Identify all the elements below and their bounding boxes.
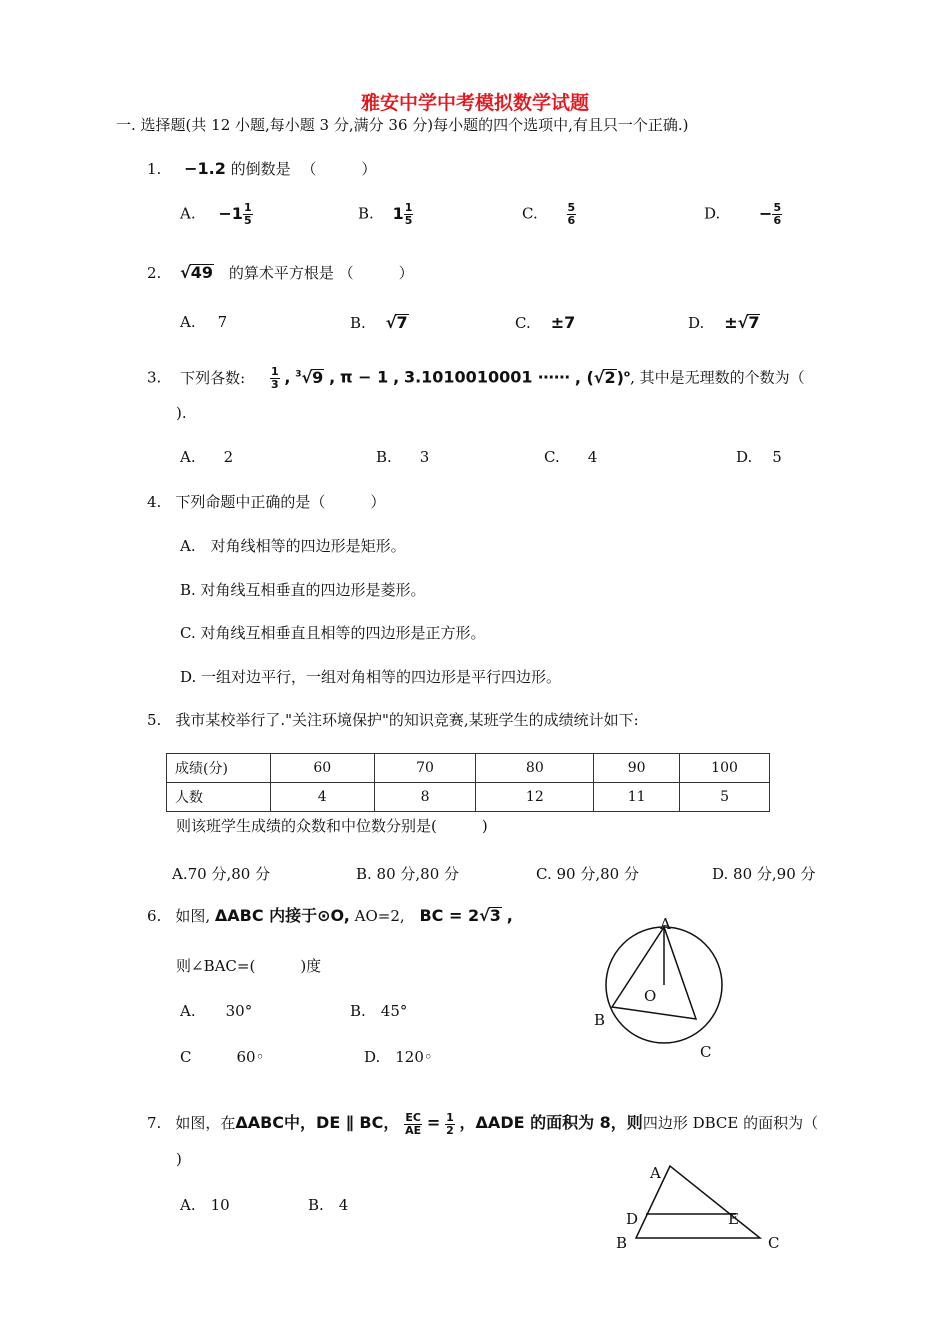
q7-fraction-ec-ae: $\frac{EC}{AE}$ bbox=[405, 1110, 422, 1137]
table-row bbox=[167, 783, 770, 812]
question-4: 4. 下列命题中正确的是（ ） bbox=[147, 493, 386, 511]
table-cell: 12 bbox=[476, 783, 594, 812]
q4-option-c: C. 对角线互相垂直且相等的四边形是正方形。 bbox=[180, 624, 486, 642]
q1-option-d bbox=[704, 202, 782, 227]
q2-blank: （ ） bbox=[338, 264, 414, 282]
q5-option-a: A.70 分,80 分 bbox=[172, 865, 271, 883]
q3-fraction: $\frac{1}{3}$ bbox=[270, 365, 279, 391]
q1-text: 的倒数是 bbox=[230, 160, 291, 178]
table-cell: 4 bbox=[270, 783, 374, 812]
triangle-abc bbox=[612, 927, 696, 1019]
label-o: O bbox=[644, 987, 657, 1005]
q5-followup: 则该班学生成绩的众数和中位数分别是( ) bbox=[176, 817, 488, 835]
q4-option-d: D. 一组对边平行，一组对角相等的四边形是平行四边形。 bbox=[180, 668, 562, 686]
q5-option-d: D. 80 分,90 分 bbox=[712, 865, 816, 883]
q6-option-d: D. 120◦ bbox=[364, 1048, 433, 1066]
q3-option-a: A. 2 bbox=[180, 448, 234, 466]
q3-pi: π − 1 bbox=[339, 367, 389, 387]
table-cell: 人数 bbox=[167, 783, 271, 812]
q6-line2: 则∠BAC=( )度 bbox=[176, 957, 322, 975]
label-c: C bbox=[700, 1043, 712, 1061]
q1-b-int: 1 bbox=[392, 203, 404, 223]
q1-d-fraction: $\frac{5}{6}$ bbox=[773, 201, 782, 227]
q3-number: 3. bbox=[147, 368, 162, 387]
q3-close: ). bbox=[176, 404, 187, 422]
label-b: B bbox=[594, 1011, 606, 1029]
q1-c-label: C. bbox=[522, 204, 538, 223]
q2-option-a: A. 7 bbox=[180, 313, 228, 331]
q6-option-a: A. 30° bbox=[180, 1002, 253, 1020]
question-7: 7. 如图，在ΔABC中，DE ∥ BC， $\frac{EC}{AE}$ = $\frac{1}{2}$ ，ΔADE 的面积为 8，则四边形 DBCE 的面积为（ bbox=[147, 1110, 819, 1137]
q3-tail: , 其中是无理数的个数为（ bbox=[630, 368, 805, 387]
q1-option-c bbox=[522, 202, 576, 227]
q1-a-int: −1 bbox=[218, 203, 243, 223]
q3-decimal: 3.1010010001 ⋯⋯ bbox=[403, 367, 571, 387]
score-table bbox=[166, 753, 770, 812]
q2-sqrt: √49 bbox=[180, 263, 214, 282]
q3-option-b: B. 3 bbox=[376, 448, 430, 466]
question-2 bbox=[147, 262, 414, 283]
q7-option-a: A. 10 bbox=[180, 1196, 230, 1214]
q1-a-label: A. bbox=[180, 204, 196, 223]
q1-b-label: B. bbox=[358, 204, 374, 223]
q3-option-c: C. 4 bbox=[544, 448, 598, 466]
q5-option-c: C. 90 分,80 分 bbox=[536, 865, 639, 883]
q7-close: ) bbox=[176, 1150, 182, 1168]
table-cell: 100 bbox=[680, 754, 770, 783]
table-cell: 80 bbox=[476, 754, 594, 783]
question-5: 5. 我市某校举行了."关注环境保护"的知识竞赛,某班学生的成绩统计如下: bbox=[147, 711, 639, 729]
table-cell: 5 bbox=[680, 783, 770, 812]
question-3: 3. 下列各数: $\frac{1}{3}$ , $^3$√9 , π − 1 , 3.1010010001 ⋯⋯ , $(√2)^o$, 其中是无理数的个数为（ bbox=[147, 365, 805, 391]
triangle-de-parallel-figure bbox=[610, 1158, 790, 1256]
q1-d-sign: − bbox=[759, 203, 773, 223]
q2-text: 的算术平方根是 bbox=[228, 264, 334, 282]
q4-option-b: B. 对角线互相垂直的四边形是菱形。 bbox=[180, 581, 426, 599]
label-a: A bbox=[650, 1164, 661, 1182]
q1-c-fraction: $\frac{5}{6}$ bbox=[567, 201, 576, 227]
q4-option-a: A. 对角线相等的四边形是矩形。 bbox=[180, 537, 406, 555]
q5-option-b: B. 80 分,80 分 bbox=[356, 865, 460, 883]
table-row bbox=[167, 754, 770, 783]
table-cell: 成绩(分) bbox=[167, 754, 271, 783]
section-heading: 一. 选择题(共 12 小题,每小题 3 分,满分 36 分)每小题的四个选项中,有且只一个正确.) bbox=[116, 116, 689, 134]
q7-option-b: B. 4 bbox=[308, 1196, 349, 1214]
q1-blank: （ ） bbox=[301, 160, 377, 178]
q1-expression: −1.2 bbox=[184, 159, 226, 178]
label-c: C bbox=[768, 1234, 780, 1252]
table-cell: 60 bbox=[270, 754, 374, 783]
table-cell: 90 bbox=[594, 754, 680, 783]
label-e: E bbox=[728, 1210, 739, 1228]
q1-number: 1. bbox=[147, 160, 162, 178]
label-b: B bbox=[616, 1234, 628, 1252]
table-cell: 70 bbox=[374, 754, 476, 783]
q2-option-b: B. √7 bbox=[350, 313, 408, 332]
q3-text: 下列各数: bbox=[180, 368, 246, 387]
q6-option-b: B. 45° bbox=[350, 1002, 408, 1020]
q2-option-d: D. ±√7 bbox=[688, 313, 760, 332]
q1-a-fraction: $\frac{1}{5}$ bbox=[243, 201, 252, 227]
question-1 bbox=[147, 158, 376, 179]
q3-cube-root: $^3$√9 bbox=[295, 367, 324, 387]
q1-option-a bbox=[180, 202, 253, 227]
q7-fraction-half: $\frac{1}{2}$ bbox=[446, 1110, 454, 1137]
q1-option-b bbox=[358, 202, 413, 227]
circle-triangle-figure bbox=[590, 915, 740, 1065]
label-d: D bbox=[626, 1210, 639, 1228]
label-a: A bbox=[660, 915, 671, 933]
q3-option-d: D. 5 bbox=[736, 448, 782, 466]
question-6: 6. 如图, ΔABC 内接于⊙O, AO=2, BC = 2√3 , bbox=[147, 906, 513, 925]
q2-number: 2. bbox=[147, 264, 162, 282]
table-cell: 11 bbox=[594, 783, 680, 812]
q6-option-c: C 60◦ bbox=[180, 1048, 265, 1066]
table-cell: 8 bbox=[374, 783, 476, 812]
q1-d-label: D. bbox=[704, 204, 721, 223]
page-title: 雅安中学中考模拟数学试题 bbox=[360, 92, 589, 114]
q1-b-fraction: $\frac{1}{5}$ bbox=[404, 201, 413, 227]
q2-option-c: C. ±7 bbox=[515, 313, 576, 332]
